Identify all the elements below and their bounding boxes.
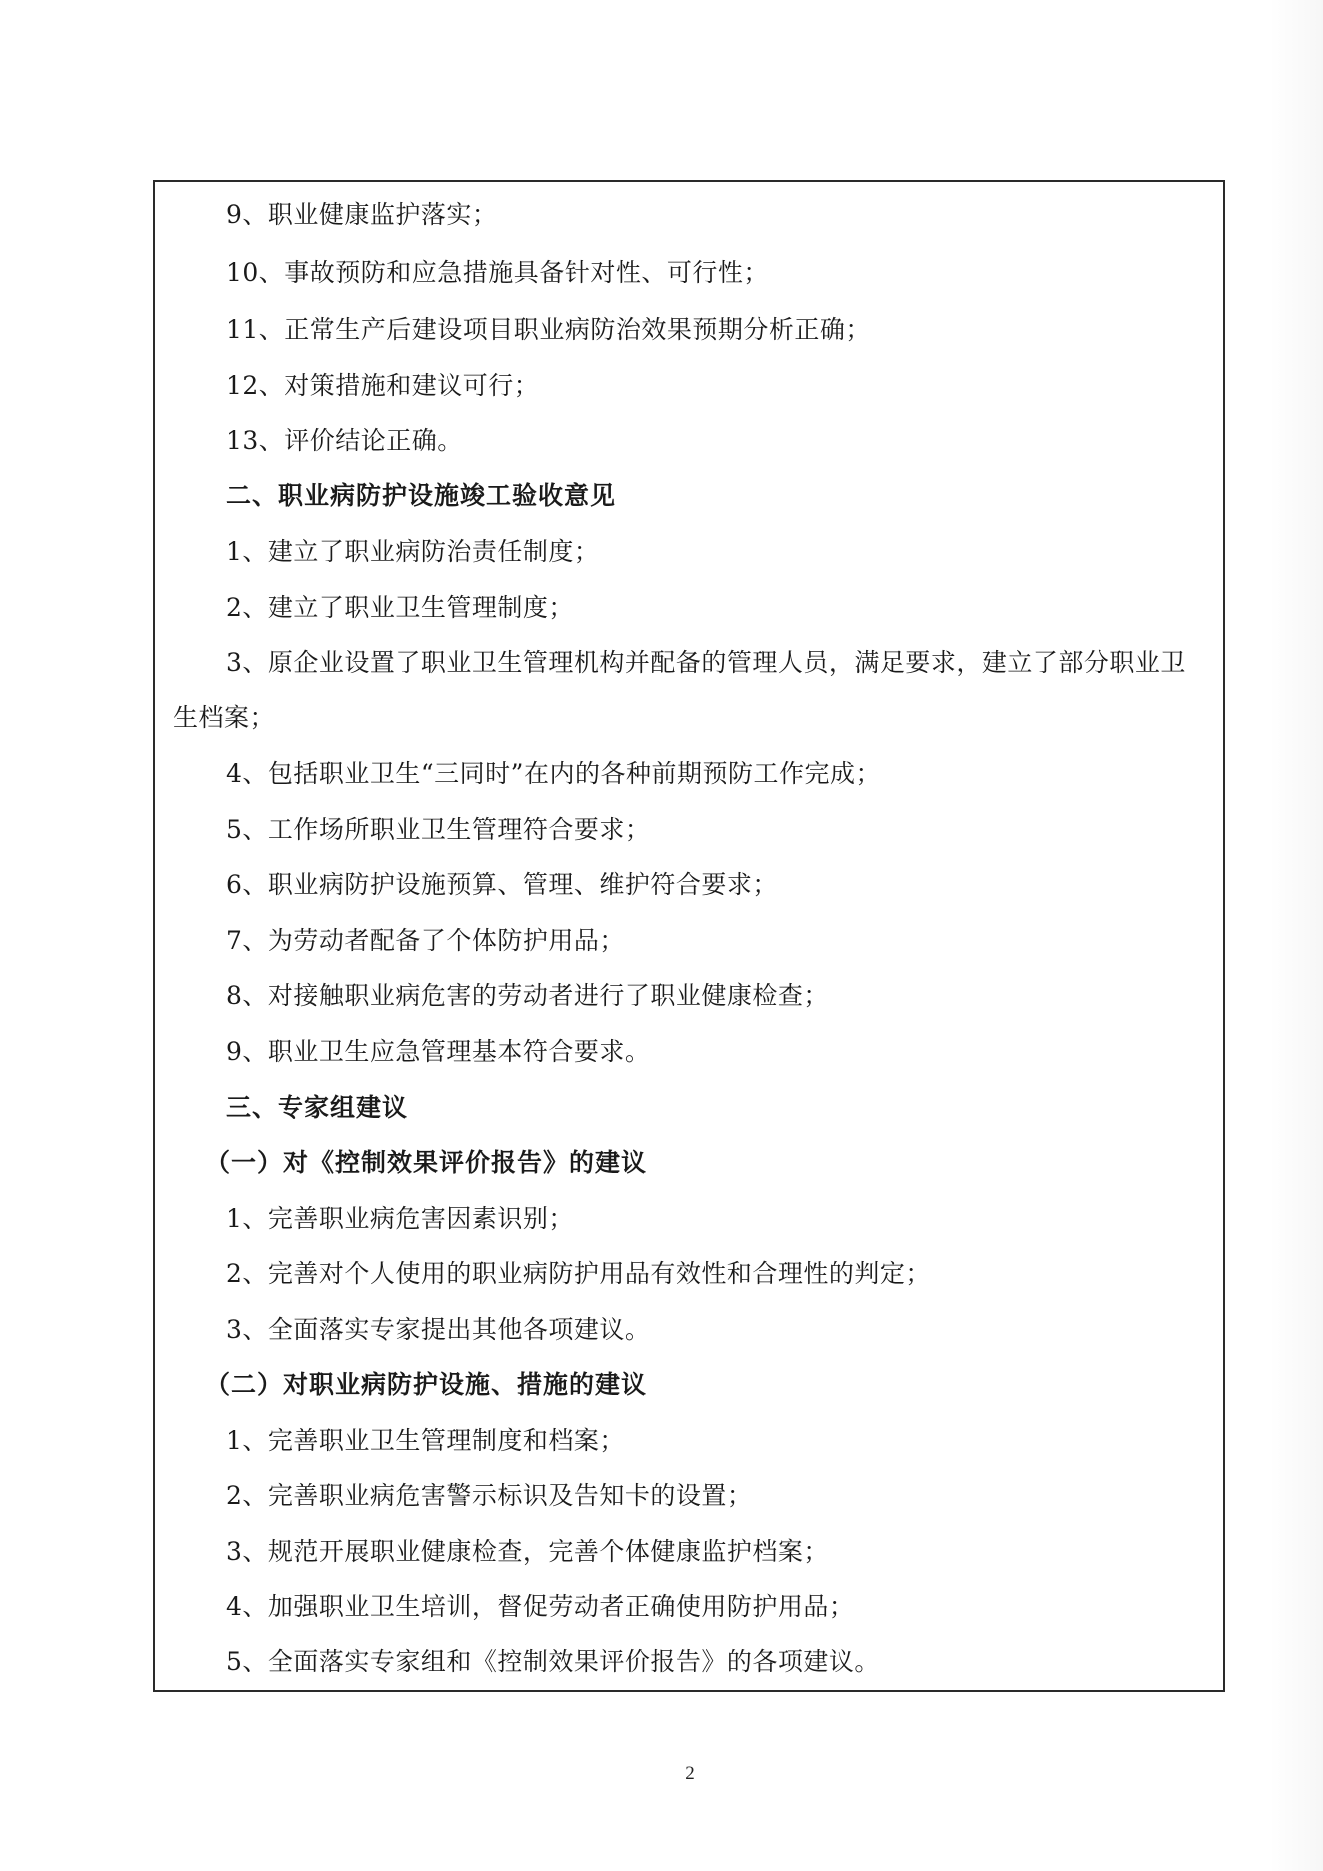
list-item: 2、完善职业病危害警示标识及告知卡的设置；	[226, 1481, 753, 1510]
subsection-heading: （二）对职业病防护设施、措施的建议	[205, 1370, 648, 1399]
list-item: 5、工作场所职业卫生管理符合要求；	[226, 815, 651, 844]
subsection-heading: （一）对《控制效果评价报告》的建议	[205, 1148, 648, 1177]
list-item: 10、事故预防和应急措施具备针对性、可行性；	[226, 258, 769, 287]
list-item-continuation: 生档案；	[173, 703, 276, 732]
list-item: 1、建立了职业病防治责任制度；	[226, 537, 600, 566]
list-item: 4、包括职业卫生“三同时”在内的各种前期预防工作完成；	[226, 759, 881, 788]
list-item: 8、对接触职业病危害的劳动者进行了职业健康检查；	[226, 981, 829, 1010]
list-item: 2、完善对个人使用的职业病防护用品有效性和合理性的判定；	[226, 1259, 931, 1288]
section-heading: 二、职业病防护设施竣工验收意见	[226, 481, 617, 510]
list-item: 9、职业卫生应急管理基本符合要求。	[226, 1037, 651, 1066]
list-item: 13、评价结论正确。	[226, 426, 463, 455]
list-item: 12、对策措施和建议可行；	[226, 371, 540, 400]
section-heading: 三、专家组建议	[226, 1093, 409, 1122]
list-item: 3、规范开展职业健康检查，完善个体健康监护档案；	[226, 1537, 829, 1566]
list-item: 2、建立了职业卫生管理制度；	[226, 593, 574, 622]
scan-shadow	[1268, 0, 1323, 1871]
list-item: 1、完善职业病危害因素识别；	[226, 1204, 574, 1233]
list-item: 5、全面落实专家组和《控制效果评价报告》的各项建议。	[226, 1647, 880, 1676]
list-item: 9、职业健康监护落实；	[226, 200, 498, 229]
list-item: 3、全面落实专家提出其他各项建议。	[226, 1315, 651, 1344]
list-item: 3、原企业设置了职业卫生管理机构并配备的管理人员，满足要求，建立了部分职业卫	[226, 648, 1186, 677]
list-item: 1、完善职业卫生管理制度和档案；	[226, 1426, 625, 1455]
list-item: 4、加强职业卫生培训，督促劳动者正确使用防护用品；	[226, 1592, 855, 1621]
page-number: 2	[685, 1763, 695, 1784]
list-item: 11、正常生产后建设项目职业病防治效果预期分析正确；	[226, 315, 871, 344]
list-item: 7、为劳动者配备了个体防护用品；	[226, 926, 625, 955]
list-item: 6、职业病防护设施预算、管理、维护符合要求；	[226, 870, 778, 899]
